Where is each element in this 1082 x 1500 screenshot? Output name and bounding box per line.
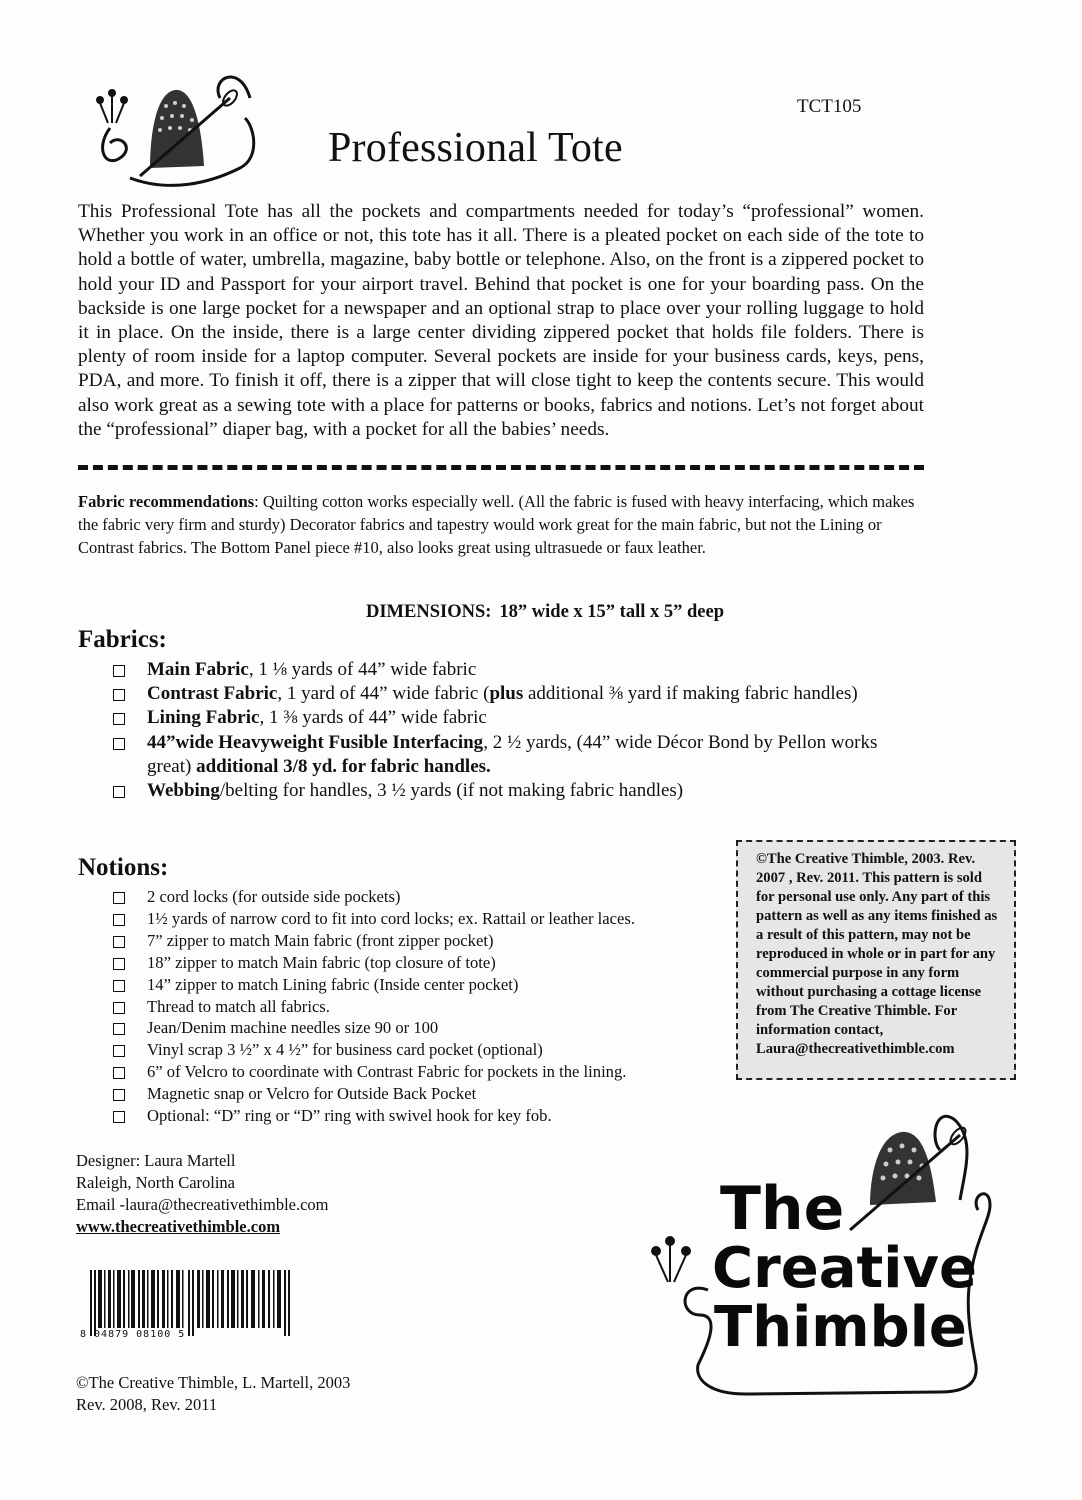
fabric-name: Contrast Fabric [147, 683, 278, 705]
dashed-divider [78, 465, 924, 470]
dimensions-value: 18” wide x 15” tall x 5” deep [499, 602, 724, 622]
brand-line: Thimble [714, 1295, 967, 1360]
notion-text: Optional: “D” ring or “D” ring with swivel hook for key fob. [147, 1106, 552, 1126]
brand-line: Creative [712, 1236, 977, 1301]
designer-name: Designer: Laura Martell [76, 1151, 236, 1170]
checkbox-icon [113, 980, 125, 992]
fabric-recommendations-text: : Quilting cotton works especially well. (All the fabric is fused with heavy interfacing, which makes the fabric very firm and sturdy) Decorator fabrics and tapestry would work great for the main fabric, but not the Lining or Contrast fabrics. The Bottom Panel piece #10, also looks great using ultrasuede or faux leather. [78, 492, 915, 557]
checkbox-icon [113, 786, 125, 798]
list-item [110, 1017, 730, 1039]
list-item [110, 682, 900, 706]
brand-wordmark [712, 1174, 977, 1360]
list-item [110, 779, 900, 803]
checkbox-icon [113, 936, 125, 948]
fabric-detail: additional ⅜ yard if making fabric handles) [523, 683, 858, 705]
notion-text: Magnetic snap or Velcro for Outside Back Pocket [147, 1084, 477, 1104]
footer-copyright [76, 1372, 350, 1416]
fabric-detail: , 1 ⅛ yards of 44” wide fabric [248, 659, 477, 680]
fabric-recommendations [78, 490, 924, 559]
notion-text: 7” zipper to match Main fabric (front zipper pocket) [147, 930, 494, 950]
checkbox-icon [113, 713, 125, 725]
list-item [110, 996, 730, 1018]
dimensions [0, 602, 1082, 623]
checkbox-icon [113, 1089, 125, 1101]
checkbox-icon [113, 914, 125, 926]
list-item [110, 658, 900, 682]
list-item [110, 886, 730, 908]
fabric-detail: /belting for handles, 3 ½ yards (if not making fabric handles) [219, 780, 684, 802]
notion-text: Vinyl scrap 3 ½” x 4 ½” for business card pocket (optional) [147, 1040, 543, 1060]
fabric-name: Main Fabric [147, 659, 249, 680]
fabric-emphasis: additional 3/8 yd. for fabric handles. [196, 755, 491, 777]
copyright-notice-box: ©The Creative Thimble, 2003. Rev. 2007 , Rev. 2011. This pattern is sold for personal use only. Any part of this pattern as well as any items finished as a result of this pattern, may not be reproduced in whole or in part for any commercial purpose in any form without purchasing a cottage license from The Creative Thimble. For information contact, Laura@thecreativethimble.com [736, 840, 1016, 1080]
notions-heading: Notions: [78, 854, 169, 881]
designer-location: Raleigh, North Carolina [76, 1173, 236, 1192]
designer-info [76, 1150, 329, 1238]
checkbox-icon [113, 1045, 125, 1057]
fabric-emphasis: plus [489, 683, 524, 705]
list-item [110, 930, 730, 952]
barcode-digits: 8 04879 08100 5 [80, 1329, 186, 1340]
pattern-code: TCT105 [797, 96, 862, 117]
fabrics-list [110, 658, 900, 803]
fabric-detail: , 2 ½ yards, (44” wide Décor Bond by Pellon works great) [147, 731, 878, 777]
footer-line: ©The Creative Thimble, L. Martell, 2003 [76, 1373, 351, 1392]
list-item [110, 1105, 730, 1127]
notion-text: 6” of Velcro to coordinate with Contrast Fabric for pockets in the lining. [147, 1062, 627, 1082]
checkbox-icon [113, 665, 125, 677]
list-item [110, 1061, 730, 1083]
designer-email: Email -laura@thecreativethimble.com [76, 1195, 329, 1214]
fabric-detail: , 1 ⅜ yards of 44” wide fabric [259, 707, 487, 729]
brand-line: The [720, 1174, 845, 1244]
notion-text: 1½ yards of narrow cord to fit into cord locks; ex. Rattail or leather laces. [147, 908, 635, 928]
checkbox-icon [113, 1111, 125, 1123]
list-item [110, 1039, 730, 1061]
notions-list [110, 886, 730, 1127]
fabric-recommendations-label: Fabric recommendations [78, 492, 255, 511]
fabric-name: Webbing [147, 780, 220, 802]
checkbox-icon [113, 689, 125, 701]
list-item [110, 1083, 730, 1105]
checkbox-icon [113, 738, 125, 750]
list-item [110, 731, 900, 779]
intro-paragraph: This Professional Tote has all the pockets and compartments needed for today’s “professional” women. Whether you work in an office or not, this tote has it all. There is a pleated pocket on each side of the tote to hold a bottle of water, umbrella, magazine, baby bottle or telephone. Also, on the front is a zippered pocket to hold your ID and Passport for your airport travel. Behind that pocket is one for your boarding pass. On the backside is one large pocket for a newspaper and an optional strap to place over your rolling luggage to hold it in place. On the inside, there is a large center dividing zippered pocket that holds file folders. There is plenty of room inside for a laptop computer. Several pockets are inside for your business cards, keys, pens, PDA, and more. To finish it off, there is a zipper that will close tight to keep the contents secure. This would also work great as a sewing tote with a place for patterns or books, fabrics and notions. Let’s not forget about the “professional” diaper bag, with a pocket for all the babies’ needs. [78, 201, 924, 440]
notion-text: 18” zipper to match Main fabric (top closure of tote) [147, 952, 496, 972]
checkbox-icon [113, 1002, 125, 1014]
checkbox-icon [113, 958, 125, 970]
footer-line: Rev. 2008, Rev. 2011 [76, 1395, 218, 1414]
checkbox-icon [113, 892, 125, 904]
notion-text: 2 cord locks (for outside side pockets) [147, 887, 401, 906]
list-item [110, 974, 730, 996]
notion-text: Jean/Denim machine needles size 90 or 100 [147, 1018, 439, 1038]
list-item [110, 706, 900, 730]
website-link[interactable]: www.thecreativethimble.com [76, 1217, 281, 1236]
fabric-name: 44”wide Heavyweight Fusible Interfacing [147, 731, 484, 753]
notion-text: Thread to match all fabrics. [147, 996, 330, 1016]
page-title: Professional Tote [328, 125, 623, 171]
list-item [110, 952, 730, 974]
thimble-logo-small [80, 58, 260, 198]
fabrics-heading: Fabrics: [78, 626, 167, 653]
notion-text: 14” zipper to match Lining fabric (Inside center pocket) [147, 974, 519, 994]
checkbox-icon [113, 1067, 125, 1079]
fabric-detail: , 1 yard of 44” wide fabric ( [277, 683, 490, 705]
fabric-name: Lining Fabric [147, 707, 260, 729]
list-item [110, 908, 730, 930]
dimensions-label: DIMENSIONS: [366, 602, 492, 622]
checkbox-icon [113, 1023, 125, 1035]
